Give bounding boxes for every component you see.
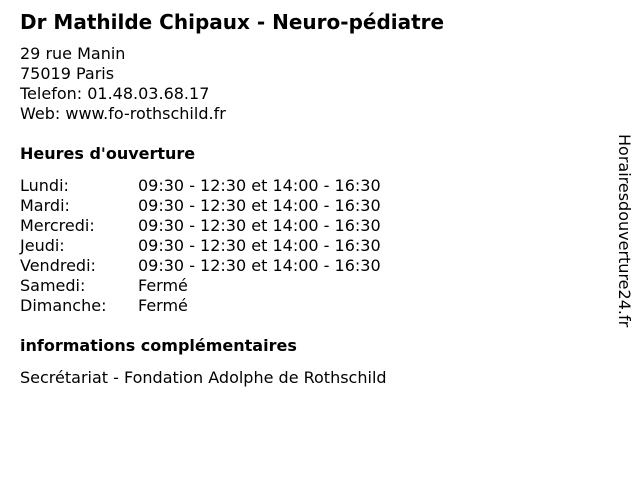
day-hours: 09:30 - 12:30 et 14:00 - 16:30 — [138, 236, 381, 255]
address-street: 29 rue Manin — [20, 44, 126, 63]
day-label: Mardi: — [20, 196, 70, 215]
day-hours: Fermé — [138, 296, 188, 315]
day-hours: 09:30 - 12:30 et 14:00 - 16:30 — [138, 176, 381, 195]
info-heading: informations complémentaires — [20, 336, 297, 355]
site-watermark: Horairesdouverture24.fr — [615, 134, 634, 328]
address-phone: Telefon: 01.48.03.68.17 — [20, 84, 210, 103]
day-hours: 09:30 - 12:30 et 14:00 - 16:30 — [138, 256, 381, 275]
day-label: Dimanche: — [20, 296, 107, 315]
day-label: Vendredi: — [20, 256, 96, 275]
hours-row-wednesday — [20, 216, 381, 236]
hours-row-sunday — [20, 296, 381, 316]
address-city: 75019 Paris — [20, 64, 115, 83]
hours-heading: Heures d'ouverture — [20, 144, 196, 163]
hours-row-friday — [20, 256, 381, 276]
hours-table — [20, 176, 381, 316]
day-hours: Fermé — [138, 276, 188, 295]
content — [20, 8, 600, 388]
day-label: Samedi: — [20, 276, 86, 295]
hours-row-thursday — [20, 236, 381, 256]
address-web: Web: www.fo-rothschild.fr — [20, 104, 226, 123]
address-block — [20, 44, 600, 124]
day-label: Lundi: — [20, 176, 69, 195]
hours-row-monday — [20, 176, 381, 196]
day-label: Mercredi: — [20, 216, 95, 235]
day-hours: 09:30 - 12:30 et 14:00 - 16:30 — [138, 196, 381, 215]
page-title: Dr Mathilde Chipaux - Neuro-pédiatre — [20, 10, 445, 34]
hours-row-tuesday — [20, 196, 381, 216]
hours-row-saturday — [20, 276, 381, 296]
day-label: Jeudi: — [20, 236, 65, 255]
day-hours: 09:30 - 12:30 et 14:00 - 16:30 — [138, 216, 381, 235]
info-text: Secrétariat - Fondation Adolphe de Rothschild — [20, 368, 387, 387]
